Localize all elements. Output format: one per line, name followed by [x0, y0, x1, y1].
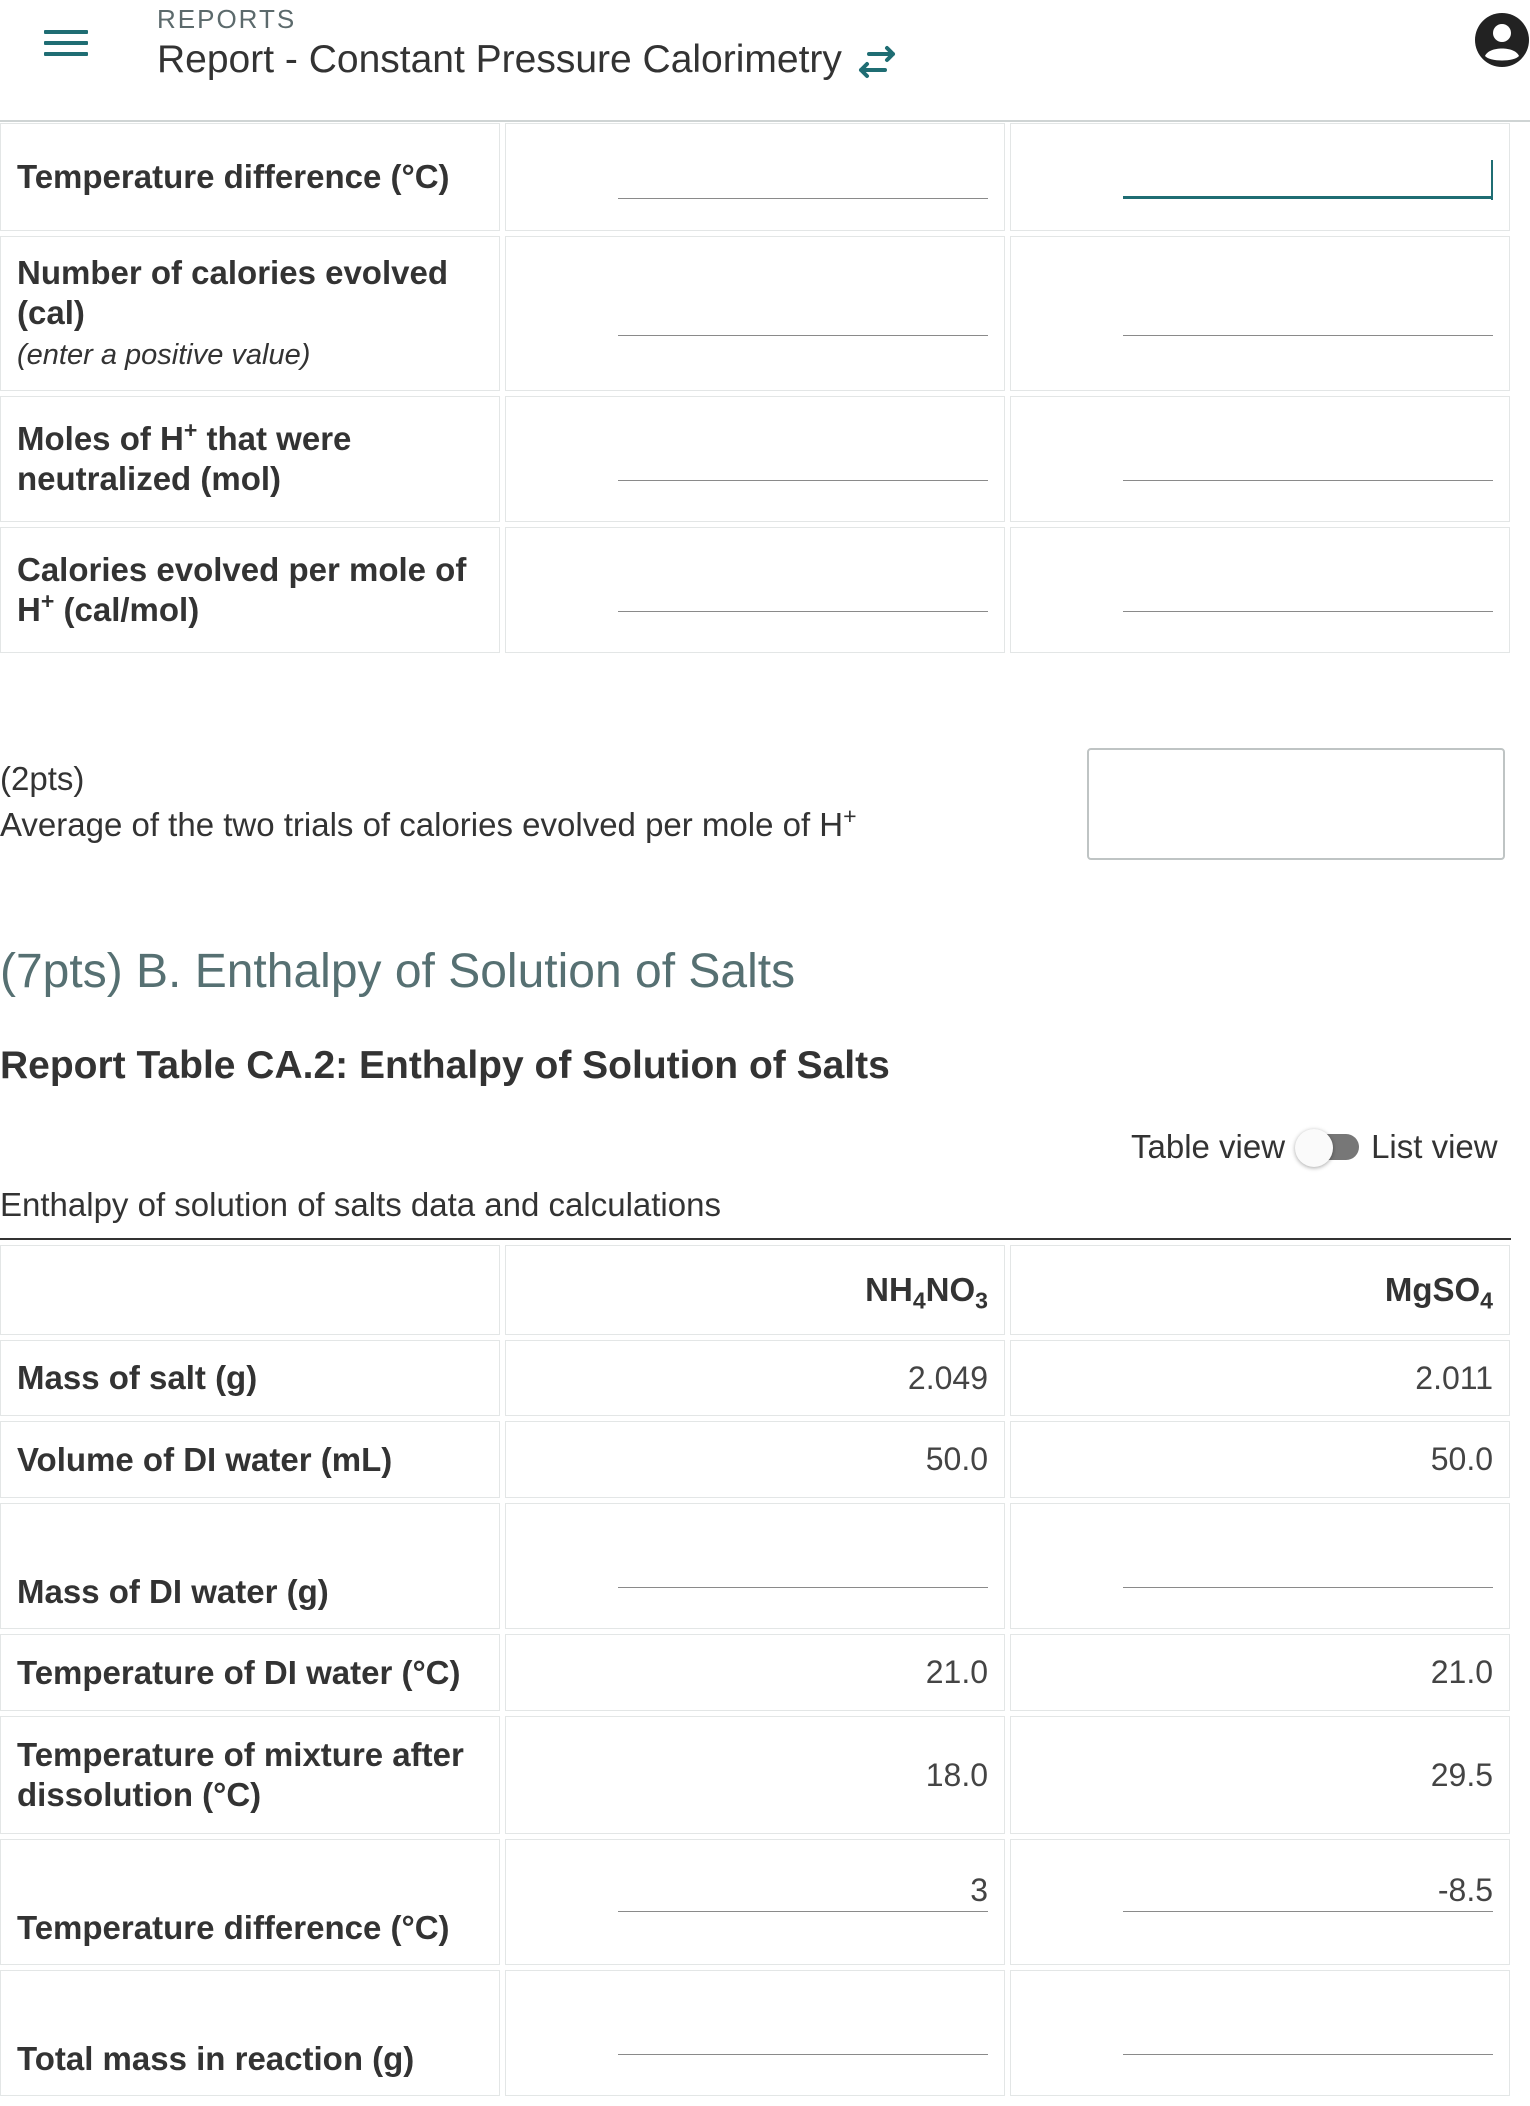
input-cell [1010, 1503, 1510, 1629]
input-cell [1010, 1839, 1510, 1965]
view-toggle-switch[interactable] [1295, 1129, 1361, 1165]
account-circle-icon[interactable] [1474, 12, 1530, 68]
temp-difference-trial2-input[interactable] [1123, 155, 1493, 199]
table-row [0, 396, 1510, 522]
empty-header-cell [0, 1245, 500, 1335]
moles-neutralized-trial2-input[interactable] [1123, 437, 1493, 481]
row-label: Mass of DI water (g) [0, 1503, 500, 1629]
average-points: (2pts) [0, 760, 85, 797]
average-calories-input[interactable] [1087, 748, 1505, 860]
column-header-nh4no3: $NH_4NO_3$ [505, 1245, 1005, 1335]
input-cell [1010, 1970, 1510, 2096]
total-mass-nh4no3-input[interactable] [618, 2011, 988, 2055]
trial1-cell [505, 236, 1005, 391]
table-row [0, 1421, 1510, 1498]
input-cell [505, 1970, 1005, 2096]
value-cell: 2.049 [505, 1340, 1005, 1416]
table-view-label[interactable]: Table view [1131, 1128, 1286, 1165]
calories-per-mole-trial2-input[interactable] [1123, 568, 1493, 612]
table-row [0, 1839, 1510, 1965]
column-header-mgso4: MgSO$_4$ [1010, 1245, 1510, 1335]
temp-difference-trial1-input[interactable] [618, 155, 988, 199]
table-title: Report Table CA.2: Enthalpy of Solution of Salts [0, 1044, 890, 1087]
row-label: Volume of DI water (mL) [0, 1421, 500, 1498]
average-label: Average of the two trials of calories evolved per mole of H+ [0, 803, 857, 843]
calories-evolved-trial2-input[interactable] [1123, 292, 1493, 336]
row-label: Total mass in reaction (g) [0, 1970, 500, 2096]
row-label: Temperature of DI water (°C) [0, 1634, 500, 1711]
table-row [0, 527, 1510, 653]
row-label: Calories evolved per mole of H+ (cal/mol) [0, 527, 500, 653]
top-app-bar [0, 0, 1530, 122]
value-cell: 21.0 [505, 1634, 1005, 1711]
row-label: Temperature difference (°C) [0, 1839, 500, 1965]
table-row [0, 1340, 1510, 1416]
moles-neutralized-trial1-input[interactable] [618, 437, 988, 481]
trial1-cell [505, 123, 1005, 231]
total-mass-mgso4-input[interactable] [1123, 2011, 1493, 2055]
row-label: Temperature of mixture after dissolution (°C) [0, 1716, 500, 1834]
row-label: Moles of H+ that were neutralized (mol) [0, 396, 500, 522]
input-cell [505, 1839, 1005, 1965]
text-cursor [1491, 160, 1493, 200]
view-toggle [1131, 1128, 1498, 1166]
trial2-cell [1010, 123, 1510, 231]
trials-table [0, 118, 1515, 658]
value-cell: 21.0 [1010, 1634, 1510, 1711]
temp-difference-nh4no3-input[interactable]: 3 [618, 1868, 988, 1912]
hamburger-menu-icon[interactable] [44, 26, 88, 62]
trial1-cell [505, 527, 1005, 653]
row-label: Number of calories evolved (cal) (enter a positive value) [0, 236, 500, 391]
input-cell [505, 1503, 1005, 1629]
trial2-cell [1010, 236, 1510, 391]
breadcrumb[interactable]: REPORTS [157, 4, 297, 34]
value-cell: 18.0 [505, 1716, 1005, 1834]
mass-di-water-mgso4-input[interactable] [1123, 1544, 1493, 1588]
table-row [0, 1634, 1510, 1711]
list-view-label[interactable]: List view [1371, 1128, 1498, 1165]
swap-arrows-icon[interactable] [855, 44, 899, 82]
header-row [0, 1245, 1510, 1335]
table-row [0, 1970, 1510, 2096]
calories-evolved-trial1-input[interactable] [618, 292, 988, 336]
trial2-cell [1010, 396, 1510, 522]
row-label: Temperature difference (°C) [0, 123, 500, 231]
value-cell: 50.0 [1010, 1421, 1510, 1498]
row-label: Mass of salt (g) [0, 1340, 500, 1416]
section-title: (7pts) B. Enthalpy of Solution of Salts [0, 945, 796, 998]
table-row [0, 236, 1510, 391]
trial2-cell [1010, 527, 1510, 653]
table-row [0, 1503, 1510, 1629]
table-row [0, 1716, 1510, 1834]
value-cell: 50.0 [505, 1421, 1005, 1498]
page-title: Report - Constant Pressure Calorimetry [157, 38, 842, 81]
trial1-cell [505, 396, 1005, 522]
mass-di-water-nh4no3-input[interactable] [618, 1544, 988, 1588]
table-row [0, 123, 1510, 231]
salts-table [0, 1240, 1515, 2101]
value-cell: 29.5 [1010, 1716, 1510, 1834]
value-cell: 2.011 [1010, 1340, 1510, 1416]
temp-difference-mgso4-input[interactable]: -8.5 [1123, 1868, 1493, 1912]
calories-per-mole-trial1-input[interactable] [618, 568, 988, 612]
table-caption: Enthalpy of solution of salts data and calculations [0, 1186, 721, 1223]
